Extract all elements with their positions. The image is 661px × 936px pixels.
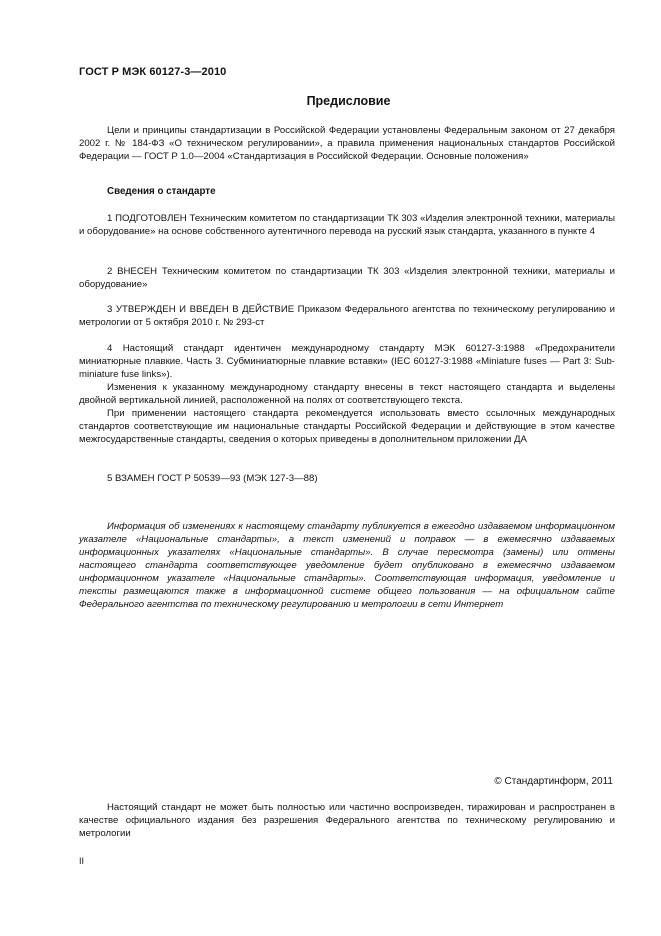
- standard-info-heading-block: [79, 185, 615, 198]
- reproduction-notice: Настоящий стандарт не может быть полностью или частично воспроизведен, тиражирован и распространен в качестве официального издания без разрешения Федерального агентства по техническому регулированию и метрологии: [79, 802, 615, 839]
- item-5-block: [79, 472, 615, 485]
- item-5: 5 ВЗАМЕН ГОСТ Р 50539—93 (МЭК 127-3—88): [107, 473, 318, 484]
- intro-paragraph: Цели и принципы стандартизации в Российской Федерации установлены Федеральным законом от 27 декабря 2002 г. № 184-ФЗ «О техническом регулировании», а правила применения национальных стандартов Российской Федерации — ГОСТ Р 1.0—2004 «Стандартизация в Российской Федерации. Основные положения»: [79, 125, 615, 162]
- item-1: 1 ПОДГОТОВЛЕН Техническим комитетом по стандартизации ТК 303 «Изделия электронной техники, материалы и оборудование» на основе собственного аутентичного перевода на русский язык стандарта, указанного в пункте 4: [79, 213, 615, 237]
- standard-info-heading: Сведения о стандарте: [107, 186, 216, 197]
- notice-block: [79, 520, 615, 611]
- item-4: 4 Настоящий стандарт идентичен международному стандарту МЭК 60127-3:1988 «Предохранители миниатюрные плавкие. Часть 3. Субминиатюрные плавкие вставки» (IEC 60127-3:1988 «Miniature fuses — Part 3: Sub-miniature fuse links»).: [79, 343, 615, 380]
- item-3-block: [79, 303, 615, 329]
- item-4-block: [79, 342, 615, 446]
- notice-paragraph: Информация об изменениях к настоящему стандарту публикуется в ежегодно издаваемом информационном указателе «Национальные стандарты», а текст изменений и поправок — в ежемесячно издаваемых информационных указателях «Национальные стандарты». В случае пересмотра (замены) или отмены настоящего стандарта соответствующее уведомление будет опубликовано в ежемесячно издаваемом информационном указателе «Национальные стандарты». Соответствующая информация, уведомление и тексты размещаются также в информационной системе общего пользования — на официальном сайте Федерального агентства по техническому регулированию и метрологии в сети Интернет: [79, 521, 615, 610]
- item-1-block: [79, 212, 615, 238]
- item-4-references: При применении настоящего стандарта рекомендуется использовать вместо ссылочных международных стандартов соответствующие им национальные стандарты Российской Федерации и действующие в этом качестве межгосударственные стандарты, сведения о которых приведены в дополнительном приложении ДА: [79, 408, 615, 445]
- item-2-block: [79, 265, 615, 291]
- page-number: II: [79, 856, 85, 866]
- intro-block: [79, 124, 615, 163]
- item-3: 3 УТВЕРЖДЕН И ВВЕДЕН В ДЕЙСТВИЕ Приказом Федерального агентства по техническому регулированию и метрологии от 5 октября 2010 г. № 293-ст: [79, 304, 615, 328]
- copyright: © Стандартинформ, 2011: [494, 776, 613, 787]
- document-header: ГОСТ Р МЭК 60127-3—2010: [79, 66, 227, 78]
- item-4-changes: Изменения к указанному международному стандарту внесены в текст настоящего стандарта и выделены двойной вертикальной линией, расположенной на полях от соответствующего текста.: [79, 382, 615, 406]
- reproduction-block: [79, 801, 615, 840]
- page-title: Предисловие: [306, 94, 391, 108]
- item-2: 2 ВНЕСЕН Техническим комитетом по стандартизации ТК 303 «Изделия электронной техники, материалы и оборудование»: [79, 266, 615, 290]
